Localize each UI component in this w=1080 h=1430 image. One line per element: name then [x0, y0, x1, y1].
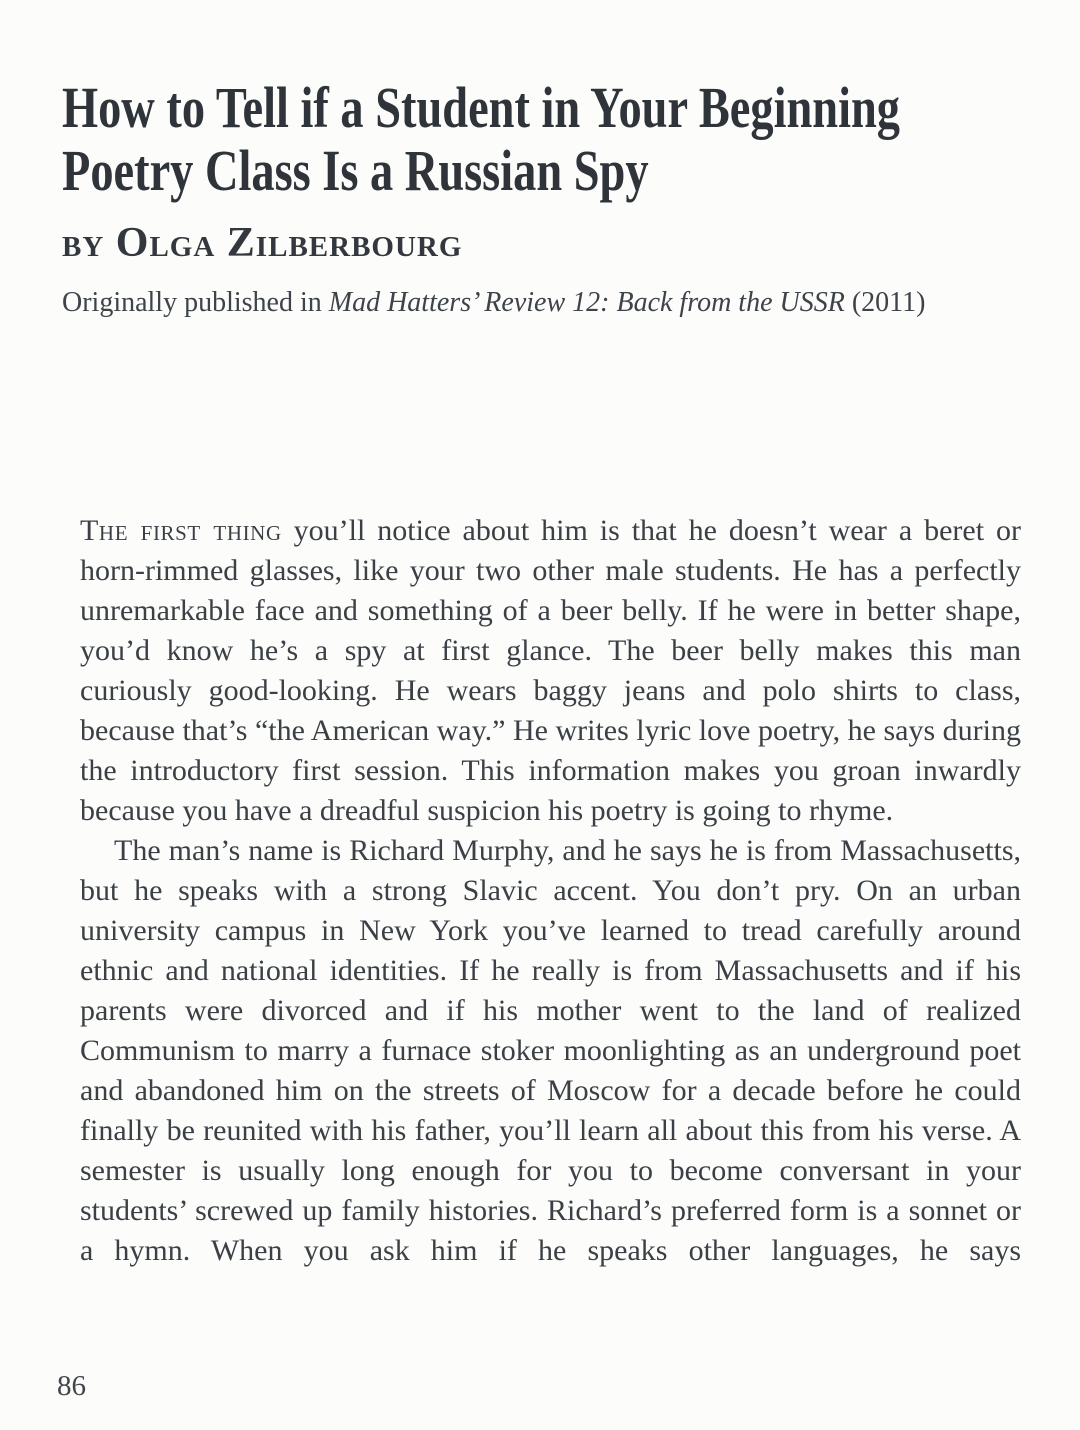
page-number: 86: [57, 1370, 86, 1402]
publication-note: [62, 285, 1040, 321]
article-byline: by Olga Zilberbourg: [62, 220, 463, 266]
article-title-line-1: How to Tell if a Student in Your Beginning: [62, 75, 900, 140]
article-body: [80, 511, 1021, 1271]
publication-note-prefix: Originally published in: [62, 287, 329, 318]
paragraph-1: [80, 511, 1021, 831]
paragraph-2: The man’s name is Richard Murphy, and he says he is from Massachusetts, but he speaks with a strong Slavic accent. You don’t pry. On an urban university campus in New York you’ve learned to tread carefully around ethnic and national identities. If he really is from Massachusetts and if his parents were divorced and if his mother went to the land of realized Communism to marry a furnace stoker moonlighting as an underground poet and abandoned him on the streets of Moscow for a decade before he could finally be reunited with his father, you’ll learn all about this from his verse. A semester is usually long enough for you to become conversant in your students’ screwed up family histories. Richard’s preferred form is a sonnet or a hymn. When you ask him if he speaks other languages, he says: [80, 834, 1021, 1267]
lead-in-small-caps: The first thing: [80, 514, 282, 547]
publication-note-suffix: (2011): [844, 287, 926, 318]
article-title-line-2: Poetry Class Is a Russian Spy: [62, 138, 649, 203]
paragraph-1-text: you’ll notice about him is that he doesn’t wear a beret or horn-rimmed glasses, like your two other male students. He has a perfectly unremarkable face and something of a beer belly. If he were in better shape, you’d know he’s a spy at first glance. The beer belly makes this man curiously good-looking. He wears baggy jeans and polo shirts to class, because that’s “the American way.” He writes lyric love poetry, he says during the introductory first session. This information makes you groan inwardly because you have a dreadful suspicion his poetry is going to rhyme.: [80, 514, 1021, 827]
publication-title-italic: Mad Hatters’ Review 12: Back from the USSR: [328, 287, 845, 318]
article-header: [62, 76, 1040, 321]
article-title: [62, 76, 1040, 202]
